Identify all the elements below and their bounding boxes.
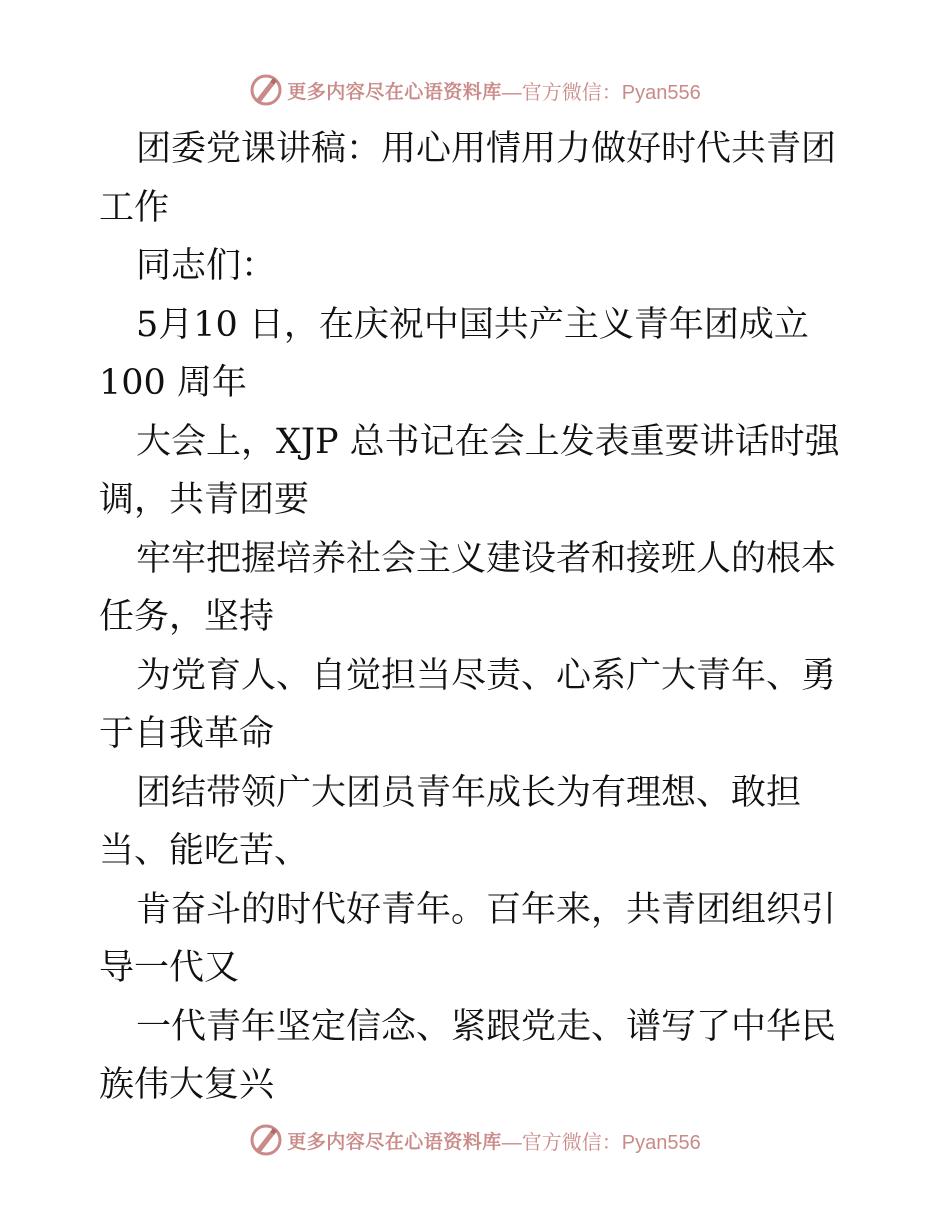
paragraph: 大会上，XJP 总书记在会上发表重要讲话时强调，共青团要 [99,421,840,520]
top-watermark-banner [0,68,950,112]
paragraph: 5月10 日，在庆祝中国共产主义青年团成立100 周年 [99,304,809,403]
document-title: 团委党课讲稿：用心用情用力做好时代共青团工作 [99,129,837,228]
bottom-watermark-banner [0,1118,950,1162]
paragraph: 团结带领广大团员青年成长为有理想、敢担当、能吃苦、 [99,772,802,871]
pen-logo-icon [249,1123,283,1157]
watermark-contact: —官方微信：Pyan556 [501,1131,701,1154]
paragraph: 为党育人、自觉担当尽责、心系广大青年、勇于自我革命 [99,655,837,754]
watermark-slogan: 更多内容尽在心语资料库 [287,80,502,103]
watermark-contact: —官方微信：Pyan556 [501,81,701,104]
watermark-slogan: 更多内容尽在心语资料库 [287,1130,502,1153]
paragraph: 牢牢把握培养社会主义建设者和接班人的根本任务，坚持 [99,538,837,637]
paragraph: 一代青年坚定信念、紧跟党走、谱写了中华民族伟大复兴 [99,1006,837,1105]
paragraph: 肯奋斗的时代好青年。百年来，共青团组织引导一代又 [99,889,837,988]
pen-logo-icon [249,73,283,107]
document-body [99,120,859,1115]
salutation: 同志们： [136,246,277,286]
